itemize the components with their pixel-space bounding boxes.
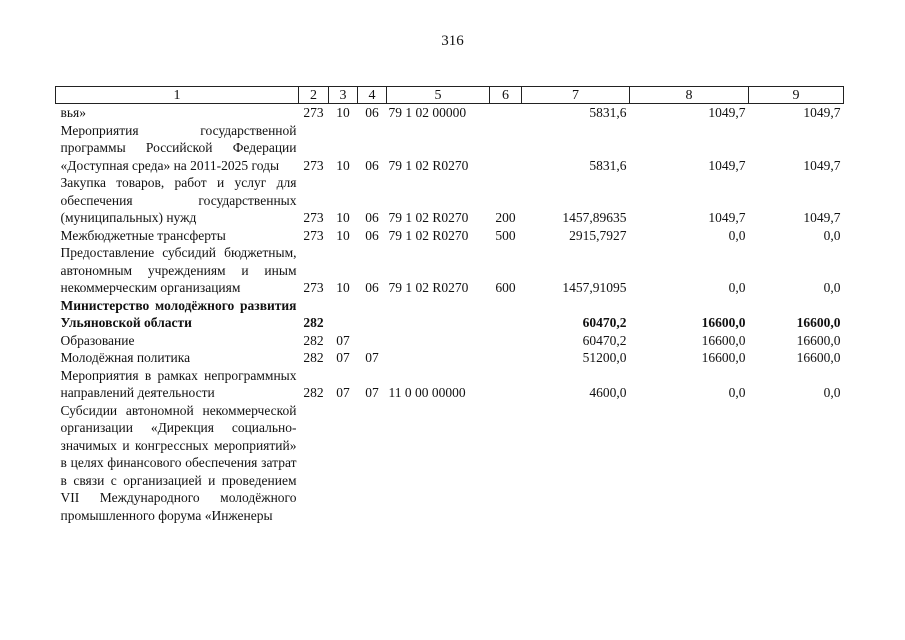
section-code: 07 — [336, 385, 350, 400]
section-code: 07 — [336, 350, 350, 365]
expense-type-code — [490, 349, 522, 367]
row-description: Мероприятия государственной программы Российской Федерации «Доступная среда» на 2011-2025 годы — [60, 122, 297, 173]
amount-col-7: 5831,6 — [589, 157, 627, 173]
amount-col-7: 2915,7927 — [569, 227, 627, 243]
ministry-code: 273 — [303, 280, 324, 295]
ministry-code — [299, 402, 329, 525]
amount-col-7: 51200,0 — [582, 350, 627, 365]
subsection-code: 06 — [365, 227, 379, 243]
column-header: 2 — [299, 87, 329, 104]
amount-col-8 — [630, 402, 749, 525]
ministry-code: 282 — [303, 385, 324, 400]
table-header-row — [56, 87, 844, 104]
subsection-code: 06 — [365, 210, 379, 225]
expense-type-code: 500 — [495, 227, 516, 243]
column-header: 5 — [387, 87, 490, 104]
target-article-code — [387, 332, 490, 350]
target-article-code — [387, 402, 490, 525]
amount-col-9: 0,0 — [823, 385, 841, 400]
table-row — [56, 244, 844, 297]
expense-type-code — [490, 104, 522, 122]
ministry-code: 273 — [303, 210, 324, 225]
amount-col-7: 4600,0 — [589, 385, 627, 400]
amount-col-7: 60470,2 — [582, 315, 627, 330]
table-body — [56, 104, 844, 525]
amount-col-9: 0,0 — [823, 227, 841, 243]
amount-col-7 — [522, 402, 630, 525]
column-header: 7 — [522, 87, 630, 104]
section-code — [329, 297, 358, 332]
amount-col-9 — [749, 402, 844, 525]
ministry-code: 273 — [303, 227, 324, 243]
expense-type-code — [490, 402, 522, 525]
section-code: 10 — [336, 210, 350, 225]
target-article-code: 79 1 02 R0270 — [388, 227, 469, 243]
target-article-code: 79 1 02 00000 — [388, 105, 467, 120]
table-row — [56, 349, 844, 367]
target-article-code: 79 1 02 R0270 — [388, 210, 469, 225]
section-code: 10 — [336, 105, 350, 120]
subsection-code — [358, 402, 387, 525]
row-description: Министерство молодёжного развития Ульяновской области — [60, 297, 297, 330]
row-description: Молодёжная политика — [60, 350, 191, 365]
ministry-code: 273 — [303, 157, 324, 173]
amount-col-9: 1049,7 — [803, 210, 841, 225]
ministry-code: 282 — [303, 332, 324, 348]
table-row — [56, 227, 844, 245]
row-description: Образование — [60, 332, 135, 348]
section-code: 10 — [336, 280, 350, 295]
row-description: Мероприятия в рамках непрограммных направлений деятельности — [60, 367, 297, 400]
table-row — [56, 104, 844, 122]
table-row — [56, 332, 844, 350]
column-header: 9 — [749, 87, 844, 104]
expense-type-code — [490, 332, 522, 350]
amount-col-8: 16600,0 — [701, 350, 746, 365]
section-code: 07 — [336, 332, 350, 348]
row-description: Субсидии автономной некоммерческой организации «Дирекция социально-значимых и конгрессных мероприятий» в целях финансового обеспечения затрат в связи с организацией и проведением VII Международного молодёжного промышленного форума «Инженеры — [60, 402, 297, 523]
ministry-code: 282 — [303, 350, 324, 365]
ministry-code: 273 — [303, 105, 324, 120]
target-article-code — [387, 297, 490, 332]
amount-col-9: 16600,0 — [796, 315, 841, 330]
row-description: Предоставление субсидий бюджетным, автономным учреждениям и иным некоммерческим организациям — [60, 245, 297, 295]
target-article-code: 11 0 00 00000 — [388, 385, 466, 400]
amount-col-8: 1049,7 — [708, 210, 746, 225]
expense-type-code — [490, 297, 522, 332]
amount-col-8: 0,0 — [728, 385, 746, 400]
amount-col-8: 16600,0 — [701, 315, 746, 330]
section-code: 10 — [336, 227, 350, 243]
budget-table — [55, 86, 844, 524]
target-article-code — [387, 349, 490, 367]
amount-col-9: 1049,7 — [803, 105, 841, 120]
table-row — [56, 297, 844, 332]
subsection-code: 07 — [365, 350, 379, 365]
amount-col-7: 1457,89635 — [562, 210, 627, 225]
amount-col-9: 0,0 — [823, 280, 841, 295]
column-header: 6 — [490, 87, 522, 104]
amount-col-9: 1049,7 — [803, 157, 841, 173]
amount-col-8: 0,0 — [728, 280, 746, 295]
row-description: Закупка товаров, работ и услуг для обеспечения государственных (муниципальных) нужд — [60, 175, 297, 225]
row-description: вья» — [60, 105, 86, 120]
section-code: 10 — [336, 157, 350, 173]
table-row — [56, 122, 844, 175]
column-header: 8 — [630, 87, 749, 104]
row-description: Межбюджетные трансферты — [60, 227, 226, 243]
column-header: 4 — [358, 87, 387, 104]
amount-col-7: 60470,2 — [582, 332, 627, 348]
subsection-code: 06 — [365, 157, 379, 173]
expense-type-code — [490, 367, 522, 402]
column-header: 1 — [56, 87, 299, 104]
amount-col-8: 0,0 — [728, 227, 746, 243]
subsection-code: 06 — [365, 105, 379, 120]
expense-type-code: 600 — [495, 280, 516, 295]
amount-col-7: 5831,6 — [589, 105, 627, 120]
ministry-code: 282 — [303, 315, 324, 330]
expense-type-code — [490, 122, 522, 175]
amount-col-8: 1049,7 — [708, 157, 746, 173]
subsection-code — [358, 332, 387, 350]
column-header: 3 — [329, 87, 358, 104]
table-row — [56, 174, 844, 227]
expense-type-code: 200 — [495, 210, 516, 225]
table-row — [56, 402, 844, 525]
amount-col-9: 16600,0 — [796, 332, 841, 348]
subsection-code: 06 — [365, 280, 379, 295]
section-code — [329, 402, 358, 525]
table-row — [56, 367, 844, 402]
target-article-code: 79 1 02 R0270 — [388, 157, 469, 173]
page-number: 316 — [441, 33, 464, 49]
amount-col-8: 16600,0 — [701, 332, 746, 348]
subsection-code: 07 — [365, 385, 379, 400]
target-article-code: 79 1 02 R0270 — [388, 280, 469, 295]
subsection-code — [358, 297, 387, 332]
amount-col-7: 1457,91095 — [562, 280, 627, 295]
amount-col-8: 1049,7 — [708, 105, 746, 120]
amount-col-9: 16600,0 — [796, 350, 841, 365]
